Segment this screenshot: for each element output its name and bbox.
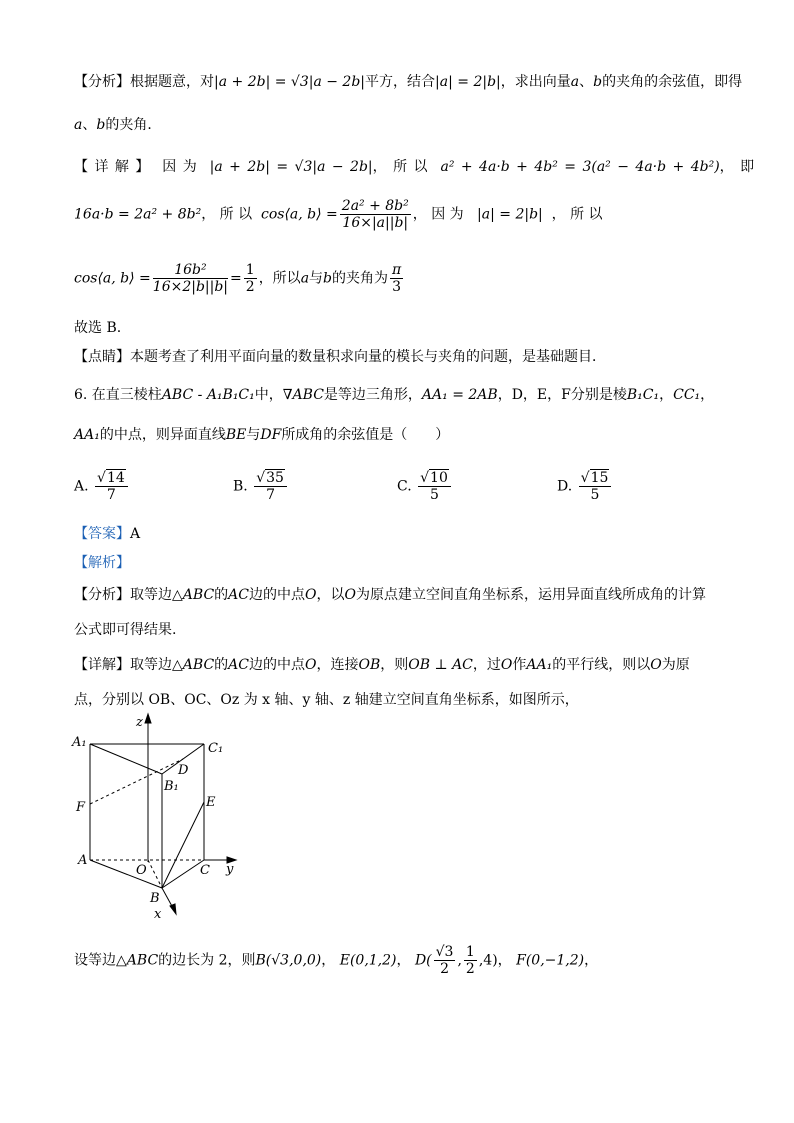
label-B1: B₁ [164, 779, 179, 794]
analysis2-line-1: 【分析】取等边△ABC的AC边的中点O，以O为原点建立空间直角坐标系，运用异面直线所成角的计算 [74, 587, 706, 603]
analysis-tag: 【分析】 [74, 74, 130, 90]
coordinates-line: 设等边△ABC的边长为 2，则B(√3,0,0)， E(0,1,2)， D( $\frac{√3}{2}$ , $\frac{1}{2}$ ,4)， F(0,−1,2)， [74, 944, 599, 977]
fraction: $\frac{\text{2a² + 8b²}}{16\times|a||b|}$ [341, 198, 409, 231]
option-c[interactable]: C. $\frac{√10}{5}$ [397, 470, 453, 503]
label-x: x [154, 907, 162, 922]
label-E: E [206, 795, 216, 810]
label-C: C [200, 863, 210, 878]
question-6-line-1: 6. 在直三棱柱ABC - A₁B₁C₁中，∇ABC是等边三角形，AA₁ = 2AB，D，E，F分别是棱B₁C₁，CC₁， [74, 387, 715, 403]
analysis2-line-2: 公式即可得结果. [74, 622, 177, 638]
x-axis-arrow [170, 904, 176, 914]
label-D: D [178, 763, 189, 778]
equation: |a + 2b| = √3|a − 2b| [209, 159, 373, 175]
edge-A1B1 [90, 744, 162, 774]
option-b[interactable]: B. $\frac{√35}{7}$ [233, 470, 289, 503]
option-a[interactable]: A. $\frac{√14}{7}$ [74, 470, 130, 503]
analysis-heading: 【解析】 [74, 555, 130, 571]
equation: a² + 4a·b + 4b² = 3(a² − 4a·b + 4b²) [440, 159, 720, 175]
question-6-line-2: AA₁的中点，则异面直线BE与DF所成角的余弦值是（ ） [74, 427, 450, 443]
answer-value: A [130, 526, 141, 542]
equation: |a| = 2|b| [435, 74, 501, 90]
z-axis-arrow [145, 714, 151, 723]
label-A1: A₁ [72, 735, 87, 750]
detail-line-3: cos⟨a, b⟩ = $\frac{\text{16b²}}{16\times 2|b||b|}$ = $\frac{1}{2}$ ，所以a与b的夹角为 $\frac{\pi}{3}$ [74, 262, 402, 295]
choice-line: 故选 B. [74, 320, 122, 336]
label-z: z [136, 715, 143, 730]
edge-AB [90, 860, 162, 888]
equation: |a + 2b| = √3|a − 2b| [214, 74, 366, 90]
detail-tag: 【 详 解 】 [74, 159, 150, 175]
prism-figure [70, 712, 250, 922]
segment-BE [162, 802, 204, 888]
answer-line [74, 524, 140, 544]
fraction: $\frac{\text{16b²}}{16\times 2|b||b|}$ [152, 262, 229, 295]
detail-line-1: 【 详 解 】 因 为 |a + 2b| = √3|a − 2b|， 所 以 a² + 4a·b + 4b² = 3(a² − 4a·b + 4b²)， 即 [74, 159, 755, 175]
detail2-line-1: 【详解】取等边△ABC的AC边的中点O，连接OB，则OB ⊥ AC，过O作AA₁的平行线，则以O为原 [74, 657, 690, 673]
label-C1: C₁ [208, 741, 224, 756]
equation: |a| = 2|b| [477, 206, 543, 223]
analysis-line-1: 【分析】根据题意，对|a + 2b| = √3|a − 2b|平方，结合|a| = 2|b|，求出向量a、b的夹角的余弦值，即得 [74, 74, 743, 90]
fraction: $\frac{\pi}{3}$ [392, 262, 402, 295]
comment-line: 【点睛】本题考查了利用平面向量的数量积求向量的模长与夹角的问题，是基础题目． [74, 349, 606, 365]
label-O: O [136, 863, 147, 878]
label-B: B [150, 891, 160, 906]
fraction: $\frac{1}{2}$ [245, 262, 255, 295]
answer-tag: 【答案】 [74, 526, 130, 542]
equation: 16a·b = 2a² + 8b² [74, 206, 202, 223]
label-y: y [226, 862, 234, 877]
comment-tag: 【点睛】 [74, 349, 130, 365]
label-A: A [78, 853, 88, 868]
analysis-line-2: a、b的夹角． [74, 117, 162, 133]
label-F: F [76, 800, 86, 815]
option-d[interactable]: D. $\frac{√15}{5}$ [557, 470, 613, 503]
detail2-line-2: 点，分别以 OB、OC、Oz 为 x 轴、y 轴、z 轴建立空间直角坐标系，如图所示， [74, 692, 579, 708]
detail-line-2: 16a·b = 2a² + 8b²， 所 以 cos⟨a, b⟩ = $\frac{\text{2a² + 8b²}}{16\times|a||b|}$ ， 因 为 |a| = 2|b| ， 所 以 [74, 198, 603, 231]
